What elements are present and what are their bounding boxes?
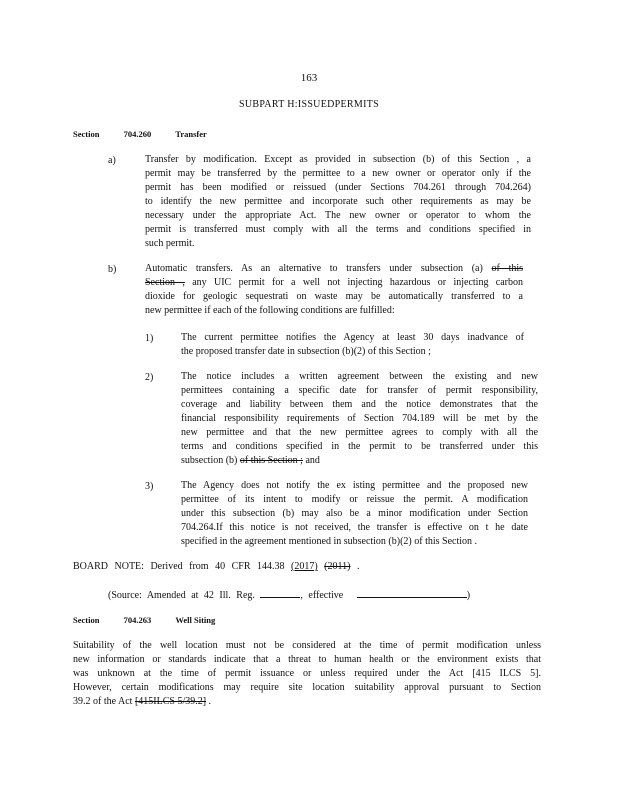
section-704-260-heading [73,129,207,139]
item-b2-line: terms and conditions specified in the permit to be transferred under this [181,441,538,452]
effective-date-blank [357,588,467,598]
section-number: 704.260 [123,129,152,139]
siting-line: Suitability of the well location must not be considered at the time of permit modification unless [73,640,541,651]
section-title: Well Siting [175,615,216,625]
item-b3-line: specified in the agreement mentioned in subsection (b)(2) of this Section . [181,536,478,547]
item-b2-text [181,370,538,468]
item-b-line: new permittee if each of the following conditions are fulfilled: [145,305,395,316]
underlined-text: (2017) [291,561,318,572]
item-a-line: such permit. [145,238,195,249]
siting-line: However, certain modifications may require site location suitability approval pursuant to Section [73,682,541,693]
item-a-line: permit has been modified or reissued (under Sections 704.261 through 704.264) [145,182,531,193]
item-b3-line: 704.264.If this notice is not received, the transfer is effective on t he date [181,522,528,533]
item-b2-line: subsection (b) of this Section ; and [181,455,320,466]
struck-text: (2011) [324,561,351,572]
item-b2-line: The notice includes a written agreement between the existing and new [181,371,538,382]
item-b2-marker: 2) [145,372,154,383]
item-a-line: to identify the new permittee and incorporate such other requirements as may be [145,196,531,207]
section-704-263-heading [73,615,215,625]
board-note: BOARD NOTE: Derived from 40 CFR 144.38 (2017) (2011) . [73,561,360,572]
page-number: 163 [300,72,318,84]
reg-blank [260,588,300,598]
item-b-text [145,262,523,318]
item-b2-line: financial responsibility requirements of Section 704.189 will be met by the [181,413,538,424]
item-b1-line: The current permittee notifies the Agency at least 30 days inadvance of [181,332,524,343]
item-a-text [145,153,531,251]
item-b3-line: The Agency does not notify the ex isting permittee and the proposed new [181,480,528,491]
section-label: Section [73,615,100,625]
item-b1-text [181,331,524,359]
item-b-line: Section , any UIC permit for a well not injecting hazardous or injecting carbon [145,277,524,288]
siting-line: 39.2 of the Act [415ILCS 5/39.2] . [73,696,212,707]
item-b-line: dioxide for geologic sequestrati on waste may be automatically transferred to a [145,291,523,302]
item-a-line: Transfer by modification. Except as provided in subsection (b) of this Section , a [145,154,531,165]
item-a-line: necessary under the appropriate Act. The new owner or operator to whom the [145,210,531,221]
struck-text: [415ILCS 5/39.2] [134,696,207,707]
item-b3-line: permittee of its intent to modify or reissue the permit. A modification [181,494,528,505]
item-b3-line: under this subsection (b) may also be a minor modification under Section [181,508,528,519]
item-b2-line: new permittee and that the new permittee agrees to comply with all the [181,427,538,438]
item-b3-text [181,479,528,549]
item-b2-line: permittees containing a specific date for transfer of permit responsibility, [181,385,538,396]
section-label: Section [73,129,100,139]
struck-text: of this [491,263,524,274]
struck-text: of this Section ; [239,455,303,466]
item-b2-line: coverage and liability between them and the notice demonstrates that the [181,399,538,410]
section-title: Transfer [175,129,207,139]
item-b-line: Automatic transfers. As an alternative to transfers under subsection (a) of this [145,263,524,274]
source-note: (Source: Amended at 42 Ill. Reg. , effective ) [108,590,471,601]
item-a-marker: a) [108,155,116,166]
item-b3-marker: 3) [145,481,154,492]
item-b1-marker: 1) [145,333,154,344]
item-b1-line: the proposed transfer date in subsection (b)(2) of this Section ; [181,346,431,357]
subpart-title: SUBPART H:ISSUEDPERMITS [239,99,379,110]
item-a-line: permit may be transferred by the permittee to a new owner or operator only if the [145,168,531,179]
item-a-line: permit is transferred must comply with all the terms and conditions specified in [145,224,531,235]
well-siting-text [73,639,541,709]
siting-line: new information or standards indicate that a threat to human health or the environment exists that [73,654,541,665]
section-number: 704.263 [123,615,152,625]
item-b-marker: b) [108,264,117,275]
siting-line: was unknown at the time of permit issuance or unless required under the Act [415 ILCS 5]. [73,668,541,679]
struck-text: Section , [145,277,185,288]
